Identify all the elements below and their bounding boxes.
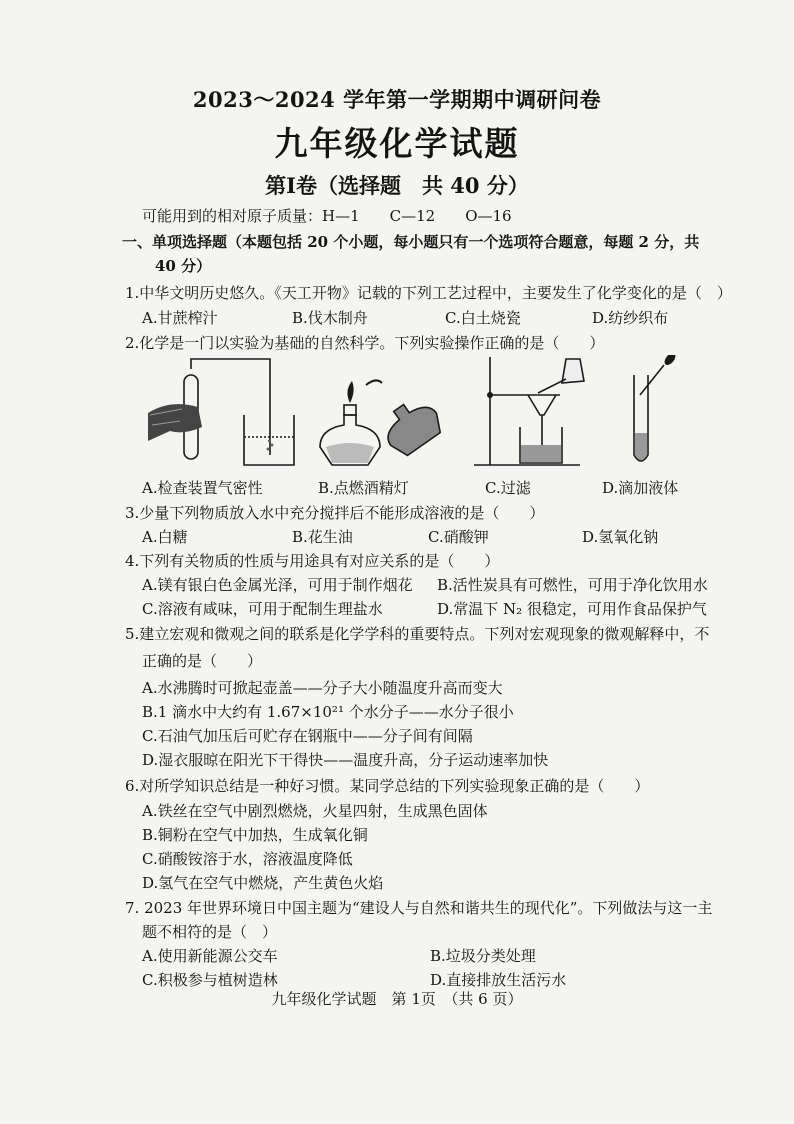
q2-figures xyxy=(140,355,740,475)
q7-option-a: A.使用新能源公交车 xyxy=(142,947,278,965)
q4-option-a: A.镁有银白色金属光泽，可用于制作烟花 xyxy=(142,576,413,594)
airtight-check-figure xyxy=(140,355,300,473)
q4-stem: 4.下列有关物质的性质与用途具有对应关系的是（ ） xyxy=(125,552,500,570)
q3-option-a: A.白糖 xyxy=(142,528,188,546)
q4-option-d: D.常温下 N₂ 很稳定，可用作食品保护气 xyxy=(437,600,707,618)
q3-option-d: D.氢氧化钠 xyxy=(582,528,659,546)
q4-option-b: B.活性炭具有可燃性，可用于净化饮用水 xyxy=(437,576,708,594)
q2-stem: 2.化学是一门以实验为基础的自然科学。下列实验操作正确的是（ ） xyxy=(125,334,605,352)
q3-stem: 3.少量下列物质放入水中充分搅拌后不能形成溶液的是（ ） xyxy=(125,504,545,522)
dropper-figure xyxy=(620,355,720,473)
q5-stem-line2: 正确的是（ ） xyxy=(142,652,263,670)
q2-option-a: A.检查装置气密性 xyxy=(142,479,263,497)
q1-option-b: B.伐木制舟 xyxy=(292,309,368,327)
q6-option-b: B.铜粉在空气中加热，生成氧化铜 xyxy=(142,826,368,844)
q5-option-c: C.石油气加压后可贮存在钢瓶中——分子间有间隔 xyxy=(142,727,473,745)
q5-option-a: A.水沸腾时可掀起壶盖——分子大小随温度升高而变大 xyxy=(142,679,503,697)
q3-option-c: C.硝酸钾 xyxy=(428,528,489,546)
q6-option-a: A.铁丝在空气中剧烈燃烧，火星四射，生成黑色固体 xyxy=(142,802,488,820)
q5-stem-line1: 5.建立宏观和微观之间的联系是化学学科的重要特点。下列对宏观现象的微观解释中，不 xyxy=(125,625,710,643)
q1-stem: 1.中华文明历史悠久。《天工开物》记载的下列工艺过程中，主要发生了化学变化的是（ ） xyxy=(125,284,732,302)
q1-option-d: D.纺纱织布 xyxy=(592,309,669,327)
q7-option-d: D.直接排放生活污水 xyxy=(430,971,567,989)
q7-option-c: C.积极参与植树造林 xyxy=(142,971,278,989)
q1-option-c: C.白土烧瓷 xyxy=(445,309,521,327)
q7-stem-line1: 7. 2023 年世界环境日中国主题为“建设人与自然和谐共生的现代化”。下列做法与这一主 xyxy=(125,899,713,917)
q7-option-b: B.垃圾分类处理 xyxy=(430,947,536,965)
q6-stem: 6.对所学知识总结是一种好习惯。某同学总结的下列实验现象正确的是（ ） xyxy=(125,777,650,795)
filtration-figure xyxy=(470,355,600,473)
part1-heading-line2: 40 分） xyxy=(155,257,212,275)
exam-subject-title: 九年级化学试题 xyxy=(274,124,520,163)
q5-option-b: B.1 滴水中大约有 1.67×10²¹ 个水分子——水分子很小 xyxy=(142,703,514,721)
atomic-mass-note: 可能用到的相对原子质量：H—1 C—12 O—16 xyxy=(142,207,512,225)
alcohol-lamp-figure xyxy=(310,355,450,473)
section-title: 第Ⅰ卷（选择题 共 40 分） xyxy=(265,173,529,198)
q3-option-b: B.花生油 xyxy=(292,528,353,546)
part1-heading-line1: 一、单项选择题（本题包括 20 个小题，每小题只有一个选项符合题意，每题 2 分，共 xyxy=(122,233,700,251)
q2-option-d: D.滴加液体 xyxy=(602,479,679,497)
q5-option-d: D.湿衣服晾在阳光下干得快——温度升高，分子运动速率加快 xyxy=(142,751,549,769)
page-footer: 九年级化学试题 第 1页 （共 6 页） xyxy=(271,990,523,1008)
q6-option-d: D.氢气在空气中燃烧，产生黄色火焰 xyxy=(142,874,384,892)
exam-year-title: 2023～2024 学年第一学期期中调研问卷 xyxy=(192,87,602,112)
q7-stem-line2: 题不相符的是（ ） xyxy=(142,923,278,941)
q6-option-c: C.硝酸铵溶于水，溶液温度降低 xyxy=(142,850,353,868)
q1-option-a: A.甘蔗榨汁 xyxy=(142,309,218,327)
q2-option-c: C.过滤 xyxy=(485,479,531,497)
q2-option-b: B.点燃酒精灯 xyxy=(318,479,409,497)
q4-option-c: C.溶液有咸味，可用于配制生理盐水 xyxy=(142,600,383,618)
